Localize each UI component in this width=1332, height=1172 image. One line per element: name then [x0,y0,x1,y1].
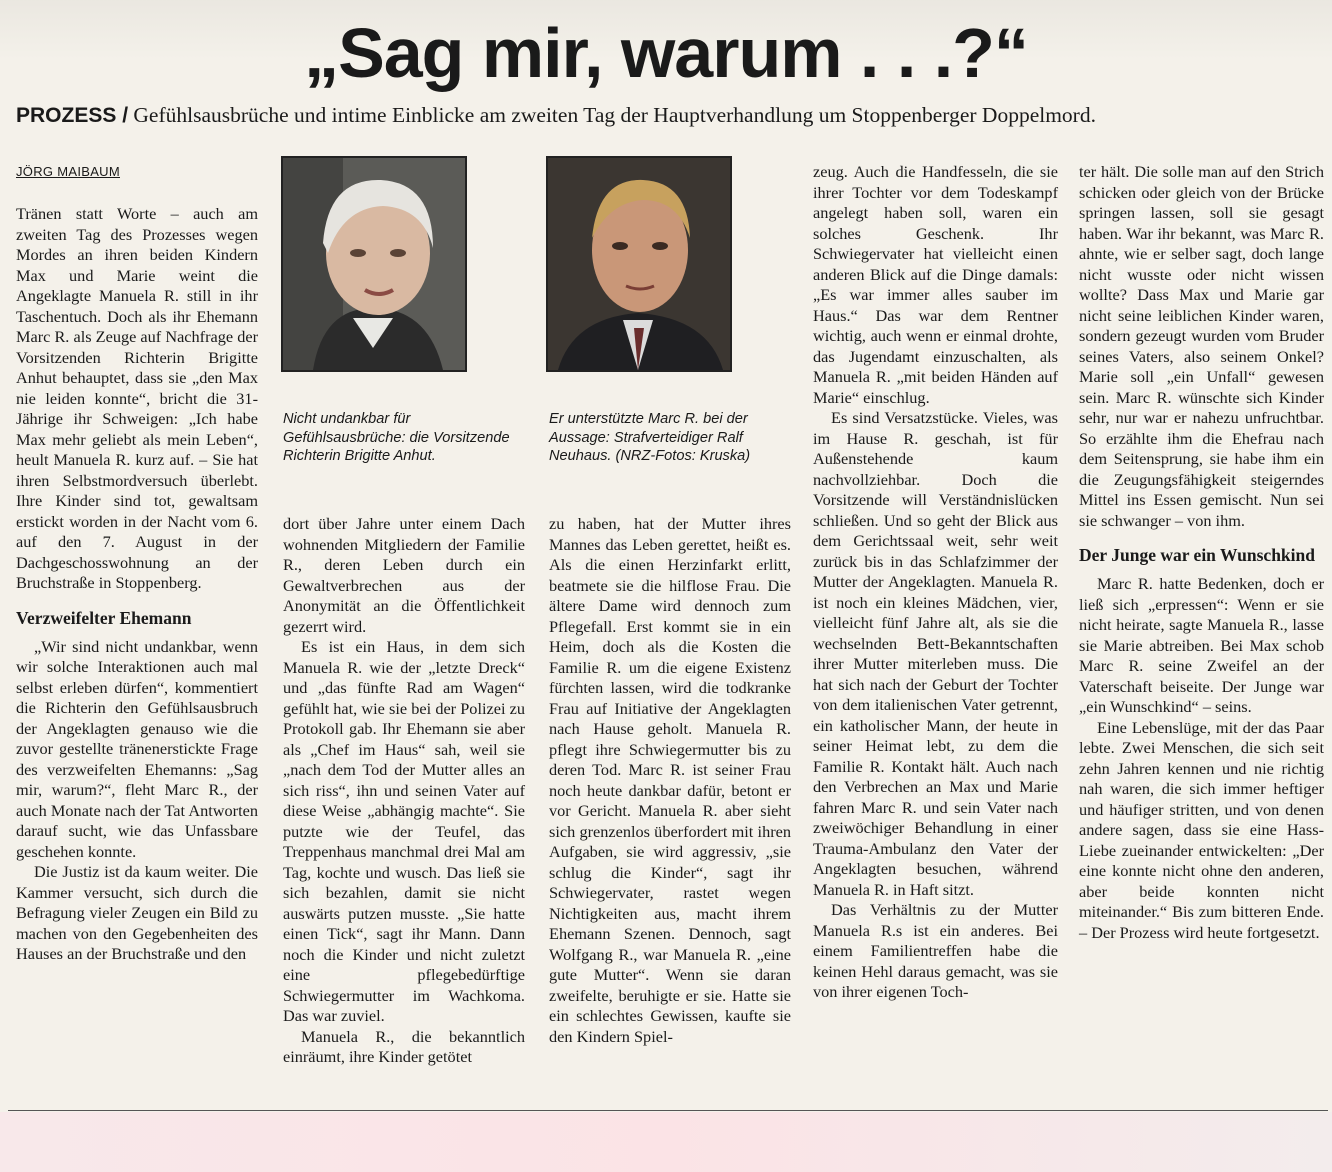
paragraph: Tränen statt Worte – auch am zweiten Tag des Prozesses wegen Mordes an ihren beiden Kindern Max und Marie weint die Angeklagte Manuela R. still in ihr Taschentuch. Doch als ihr Ehemann Marc R. als Zeuge auf Nachfrage der Vorsitzenden Richterin Brigitte Anhut behauptet, dass sie „den Max nie leiden konnte“, bricht die 31-Jährige ihr Schweigen: „Ich habe Max mehr geliebt als mein Leben“, heult Manuela R. kurz auf. – Sie hat ihren Selbstmordversuch überlebt. Ihre Kinder sind tot, gewaltsam erstickt worden in der Nacht vom 6. auf den 7. August in der Dachgeschosswohnung an der Bruchstraße in Stoppenberg. [16,204,258,592]
bottom-rule [8,1110,1328,1111]
paragraph: Manuela R., die bekanntlich einräumt, ihre Kinder getötet [283,1026,525,1066]
article-column-4 [813,162,1058,1003]
paragraph: dort über Jahre unter einem Dach wohnenden Mitgliedern der Familie R., deren Leben durch ein Gewaltverbrechen aus der Anonymität an die Öffentlichkeit gezerrt wird. [283,514,525,636]
paragraph: Marc R. hatte Bedenken, doch er ließ sich „erpressen“: Wenn er sie nicht heirate, sagte Manuela R., lasse sie Marie abtreiben. Bei Max schob Marc R. seine Zweifel an der Vaterschaft beiseite. Der Junge war „ein Wunschkind“ – seins. [1079,574,1324,716]
paragraph: „Wir sind nicht undankbar, wenn wir solche Interaktionen auch mal selbst erleben dürfen“, kommentiert die Richterin den Gefühlsausbruch der Angeklagten genauso wie die zuvor gestellte tränenerstickte Frage des verzweifelten Ehemanns: „Sag mir, warum?“, fleht Marc R., der auch Monate nach der Tat Antworten darauf sucht, wie das Unfassbare geschehen konnte. [16,636,258,861]
subheading: Der Junge war ein Wunschkind [1079,545,1315,565]
paragraph: ter hält. Die solle man auf den Strich schicken oder gleich von der Brücke springen lassen, soll sie gesagt haben. War ihr bekannt, was Marc R. ahnte, wie er selber sagt, doch lange nicht wusste oder nicht wissen wollte? Dass Max und Marie gar nicht seine leiblichen Kinder waren, sondern gezeugt wurden vom Bruder seines Vaters, also seinem Onkel? Marie soll „ein Unfall“ gewesen sein. Marc R. wünschte sich Kinder sehr, nur war er nahezu unfruchtbar. So erzählte ihm die Ehefrau nach dem Seitensprung, sie habe ihm ein die Zeugungsfähigkeit steigerndes Mittel ins Essen gemischt. Nun sei sie schwanger – von ihm. [1079,162,1324,530]
subhead [16,100,1316,131]
paragraph: Eine Lebenslüge, mit der das Paar lebte. Zwei Menschen, die sich seit zehn Jahren kennen und nie richtig nah waren, die sich immer heftiger und häufiger stritten, und von denen andere sagen, dass sie eine Hass-Liebe zueinander entwickelten: „Der eine konnte nicht ohne den anderen, aber beide konnten nicht miteinander.“ Bis zum bitteren Ende. – Der Prozess wird heute fortgesetzt. [1079,717,1324,942]
headline: „Sag mir, warum . . .?“ [304,14,1028,92]
article-column-2 [283,514,525,1068]
portrait-man-image [548,158,730,370]
photo-lawyer [546,156,732,372]
page-bleed-bottom [0,1112,1332,1172]
photo-caption-judge: Nicht undankbar für Gefühlsausbrüche: die Vorsitzende Richterin Brigitte Anhut. [283,411,510,464]
author-byline: JÖRG MAIBAUM [16,164,120,179]
paragraph: zeug. Auch die Handfesseln, die sie ihrer Tochter vor dem Todeskampf angelegt haben soll, waren ein solches Geschenk. Ihr Schwiegervater hat vielleicht einen anderen Blick auf die Dinge damals: „Es war immer alles sauber im Haus.“ Das war dem Rentner wichtig, auch wenn er einmal drohte, das Jugendamt einzuschalten, als Manuela R. „mit beiden Händen auf Marie“ einschlug. [813,162,1058,407]
photo-caption-lawyer: Er unterstützte Marc R. bei der Aussage: Strafverteidiger Ralf Neuhaus. (NRZ-Fotos: Kruska) [549,411,751,464]
paragraph: Das Verhältnis zu der Mutter Manuela R.s ist ein anderes. Bei einem Familientreffen habe die keinen Hehl daraus gemacht, was sie von ihrer eigenen Toch- [813,900,1058,1001]
article-column-5 [1079,162,1324,943]
portrait-woman-image [283,158,465,370]
paragraph: Es ist ein Haus, in dem sich Manuela R. wie der „letzte Dreck“ und „das fünfte Rad am Wagen“ gefühlt hat, wie sie bei der Polizei zu Protokoll gab. Ihr Ehemann sie aber als „Chef im Haus“ sah, weil sie „nach dem Tod der Mutter alles an sich riss“, ihn und seinen Vater auf diese Weise „abhängig machte“. Sie putzte wie der Teufel, das Treppenhaus manchmal drei Mal am Tag, kochte und wusch. Das ließ sie sich bezahlen, damit sie nicht auswärts putzen musste. „Sie hatte einen Tick“, sagt ihr Mann. Dann noch die Kinder und nicht zuletzt eine pflegebedürftige Schwiegermutter im Wachkoma. Das war zuviel. [283,637,525,1025]
subhead-text: Gefühlsausbrüche und intime Einblicke am zweiten Tag der Hauptverhandlung um Stoppenberger Doppelmord. [133,103,1096,127]
paragraph: Die Justiz ist da kaum weiter. Die Kammer versucht, sich durch die Befragung vieler Zeugen ein Bild zu machen von den Gegebenheiten des Hauses an der Bruchstraße und den [16,862,258,963]
article-column-3 [549,514,791,1047]
article-column-1 [16,204,258,965]
paragraph: Es sind Versatzstücke. Vieles, was im Hause R. geschah, ist für Außenstehende kaum nachvollziehbar. Doch die Vorsitzende will Verständnislücken schließen. Und so geht der Blick aus dem Gerichtssaal weit, sehr weit zurück bis in das Schlafzimmer der Mutter der Angeklagten. Manuela R. ist noch ein kleines Mädchen, vier, vielleicht fünf Jahre alt, als sie die wechselnden Bett-Bekanntschaften ihrer Mutter miterleben muss. Die hat sich nach der Geburt der Tochter von dem italienischen Vater getrennt, ein katholischer Mann, der heute in seiner Heimat lebt, zu dem die Familie R. Kontakt hält. Auch nach den Verbrechen an Max und Marie fahren Marc R. und sein Vater nach zweiwöchiger Behandlung in einer Trauma-Ambulanz den Vater der Angeklagten besuchen, während Manuela R. in Haft sitzt. [813,408,1058,899]
paragraph: zu haben, hat der Mutter ihres Mannes das Leben gerettet, heißt es. Als die einen Herzinfarkt erlitt, beatmete sie die hilflose Frau. Die ältere Dame wird dennoch zum Pflegefall. Erst kommt sie in ein Heim, doch als die Kosten die Familie R. um die eigene Existenz fürchten lassen, wird die todkranke Frau auf Initiative der Angeklagten nach Hause geholt. Manuela R. pflegt ihre Schwiegermutter bis zu deren Tod. Marc R. ist seiner Frau noch heute dankbar dafür, betont er vor Gericht. Manuela R. aber sieht sich grenzenlos überfordert mit ihren Aufgaben, sie wird aggressiv, „sie schlug die Kinder“, sagt ihr Schwiegervater, rastet wegen Nichtigkeiten aus, macht ihrem Ehemann Szenen. Dennoch, sagt Wolfgang R., war Manuela R. „eine gute Mutter“. Wenn sie daran zweifelte, beruhigte er sie. Hatte sie ein schlechtes Gewissen, kaufte sie den Kindern Spiel- [549,514,791,1046]
subhead-kicker: PROZESS / [16,104,129,127]
photo-judge [281,156,467,372]
subheading: Verzweifelter Ehemann [16,607,192,628]
